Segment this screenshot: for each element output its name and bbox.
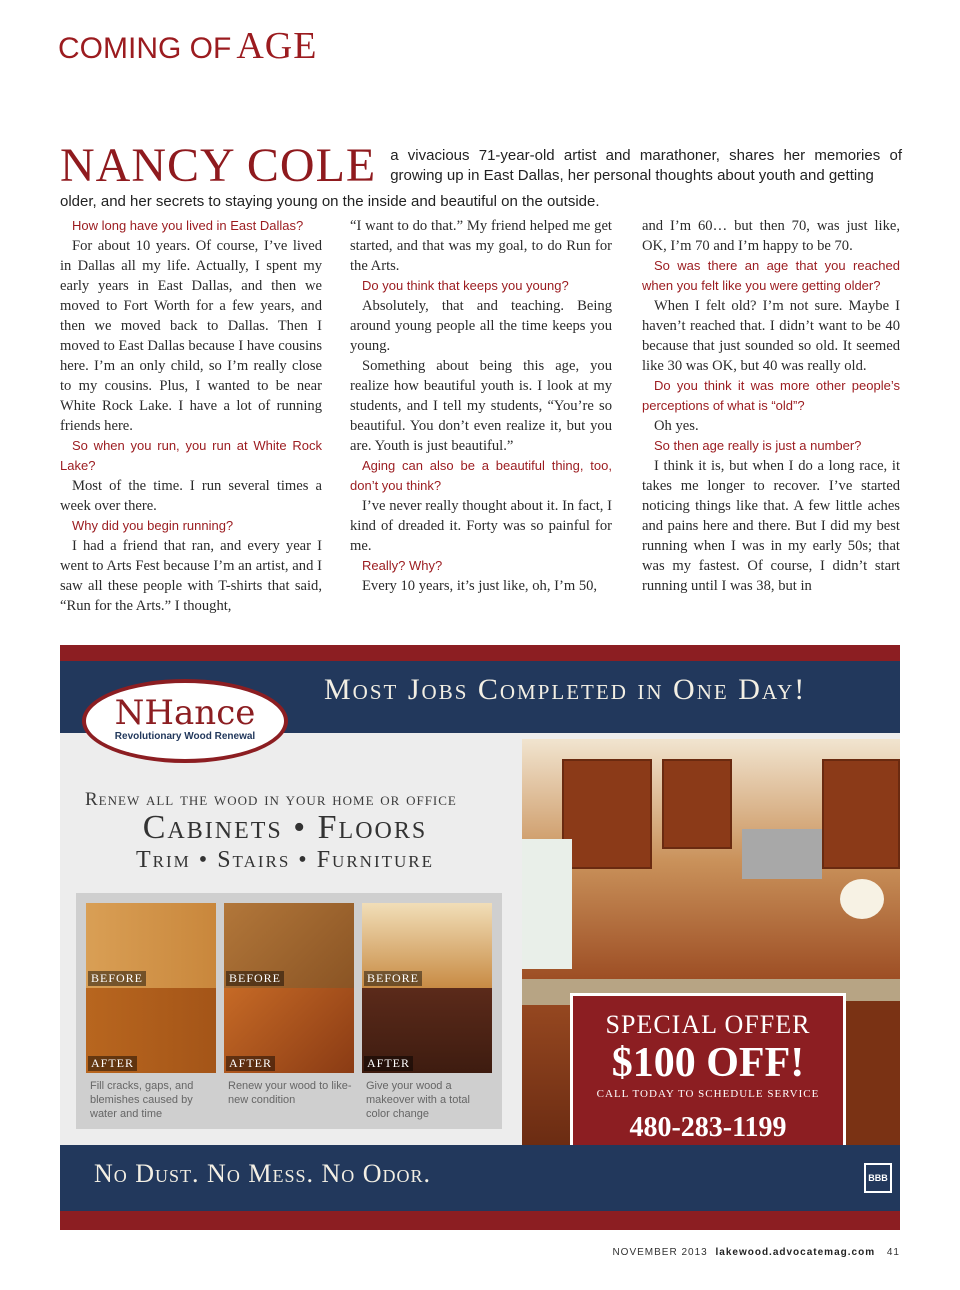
flowers-shape bbox=[840, 879, 884, 919]
deck-part-2: older, and her secrets to staying young on the inside and beautiful on the outside. bbox=[60, 193, 600, 210]
page-footer bbox=[612, 1247, 900, 1258]
question: Do you think it was more other people’s perceptions of what is “old”? bbox=[642, 378, 900, 413]
bbb-icon: BBB bbox=[864, 1163, 892, 1193]
before-label: BEFORE bbox=[226, 971, 284, 986]
issue-date: NOVEMBER 2013 bbox=[612, 1247, 708, 1258]
answer: Something about being this age, you realize how beautiful youth is. I look at my students, and I tell my students, “You’re so beautiful. You don’t even realize it, but you are. Youth is just beautiful.” bbox=[350, 358, 612, 454]
before-after-kitchen bbox=[362, 903, 492, 1073]
before-after-panel bbox=[76, 893, 502, 1129]
section-title-light: COMING OF bbox=[58, 32, 232, 65]
site-url[interactable]: lakewood.advocatemag.com bbox=[715, 1247, 876, 1258]
after-label: AFTER bbox=[226, 1056, 275, 1071]
question: So was there an age that you reached when you felt like you were getting older? bbox=[642, 258, 900, 293]
before-image bbox=[362, 903, 492, 988]
before-after-floors bbox=[224, 903, 354, 1073]
section-title bbox=[58, 24, 317, 68]
section-title-bold: AGE bbox=[236, 25, 318, 67]
caption-cabinets: Fill cracks, gaps, and blemishes caused by water and time bbox=[90, 1080, 194, 1120]
answer: Oh yes. bbox=[654, 418, 699, 434]
range-hood-shape bbox=[742, 829, 822, 879]
caption-floors: Renew your wood to like-new condition bbox=[228, 1080, 352, 1106]
answer: For about 10 years. Of course, I’ve lived in Dallas all my life. Actually, I spent my early years in East Dallas, and then we moved to Fort Worth for a few years, and then we moved back to Dallas. Then I moved to East Dallas because I have cousins here. I’m an only child, so I’m really close to my cousins. Plus, I wanted to be near White Rock Lake. I have a lot of running friends here. bbox=[60, 238, 322, 434]
ad-services-line-1: Cabinets • Floors bbox=[142, 809, 428, 846]
question: So then age really is just a number? bbox=[654, 438, 862, 453]
after-image bbox=[362, 988, 492, 1073]
cabinet-shape bbox=[662, 759, 732, 849]
caption-kitchen: Give your wood a makeover with a total color change bbox=[366, 1080, 470, 1120]
answer: Absolutely, that and teaching. Being around young people all the time keeps you young. bbox=[350, 298, 612, 354]
answer: I had a friend that ran, and every year I went to Arts Fest because I’m an artist, and I saw all these people with T-shirts that said, “Run for the Arts.” I thought, bbox=[60, 538, 322, 614]
offer-title: SPECIAL OFFER bbox=[605, 1010, 811, 1039]
answer: I’ve never really thought about it. In fact, I kind of dreaded it. Forty was so painful for me. bbox=[350, 498, 612, 554]
question: So when you run, you run at White Rock Lake? bbox=[60, 438, 322, 473]
cabinet-shape bbox=[822, 759, 900, 869]
before-after-cabinets bbox=[86, 903, 216, 1073]
after-image bbox=[86, 988, 216, 1073]
question: Aging can also be a beautiful thing, too, don’t you think? bbox=[350, 458, 612, 493]
offer-amount: $100 OFF! bbox=[611, 1040, 805, 1086]
question: Why did you begin running? bbox=[72, 518, 234, 533]
offer-call: CALL TODAY TO SCHEDULE SERVICE bbox=[596, 1088, 820, 1100]
answer: I think it is, but when I do a long race, it takes me longer to recover. I’ve started noticing things like that. A few little aches and pains here and there. But I did my best running when I was in my early 50s; that was my fastest. Of course, I didn’t start running until I was 38, but in bbox=[642, 458, 900, 594]
before-label: BEFORE bbox=[88, 971, 146, 986]
before-image bbox=[86, 903, 216, 988]
column-3 bbox=[642, 216, 900, 596]
ad-services-line-2: Trim • Stairs • Furniture bbox=[136, 847, 434, 873]
ad-tagline: Most Jobs Completed in One Day! bbox=[324, 673, 807, 706]
offer-phone[interactable]: 480-283-1199 bbox=[629, 1112, 787, 1143]
before-image bbox=[224, 903, 354, 988]
subject-name: NANCY COLE bbox=[60, 139, 377, 192]
question: Really? Why? bbox=[362, 558, 443, 573]
article-headline bbox=[60, 138, 902, 212]
after-label: AFTER bbox=[88, 1056, 137, 1071]
page-number: 41 bbox=[886, 1247, 900, 1258]
nhance-logo bbox=[82, 679, 288, 763]
after-label: AFTER bbox=[364, 1056, 413, 1071]
cabinet-shape bbox=[562, 759, 652, 869]
question: Do you think that keeps you young? bbox=[362, 278, 569, 293]
answer: When I felt old? I’m not sure. Maybe I haven’t reached that. I didn’t want to be 40 because that just sounded so old. It seemed like 30 was OK, but 40 was really old. bbox=[642, 298, 900, 374]
window-shape bbox=[522, 839, 572, 969]
answer: “I want to do that.” My friend helped me get started, and that was my goal, to do Run for the Arts. bbox=[350, 218, 612, 274]
before-label: BEFORE bbox=[364, 971, 422, 986]
ad-bottom-line: No Dust. No Mess. No Odor. bbox=[94, 1159, 432, 1188]
nhance-advertisement[interactable] bbox=[60, 645, 900, 1230]
answer: Every 10 years, it’s just like, oh, I’m 50, bbox=[362, 578, 598, 594]
answer: Most of the time. I run several times a week over there. bbox=[60, 478, 322, 514]
logo-wordmark: NHance bbox=[114, 693, 256, 733]
logo-subtitle: Revolutionary Wood Renewal bbox=[114, 731, 256, 742]
column-2 bbox=[350, 216, 612, 596]
deck-part-1: a vivacious 71-year-old artist and marathoner, shares her memories of growing up in East Dallas, her personal thoughts about youth and getting bbox=[390, 147, 902, 184]
article-body bbox=[60, 216, 902, 616]
ad-renew-line: Renew all the wood in your home or office bbox=[85, 789, 457, 810]
column-1 bbox=[60, 216, 322, 616]
ad-body bbox=[60, 661, 900, 1211]
answer: and I’m 60… but then 70, was just like, OK, I’m 70 and I’m happy to be 70. bbox=[642, 218, 900, 254]
question: How long have you lived in East Dallas? bbox=[72, 218, 304, 233]
after-image bbox=[224, 988, 354, 1073]
ad-footer-band bbox=[60, 1145, 900, 1211]
